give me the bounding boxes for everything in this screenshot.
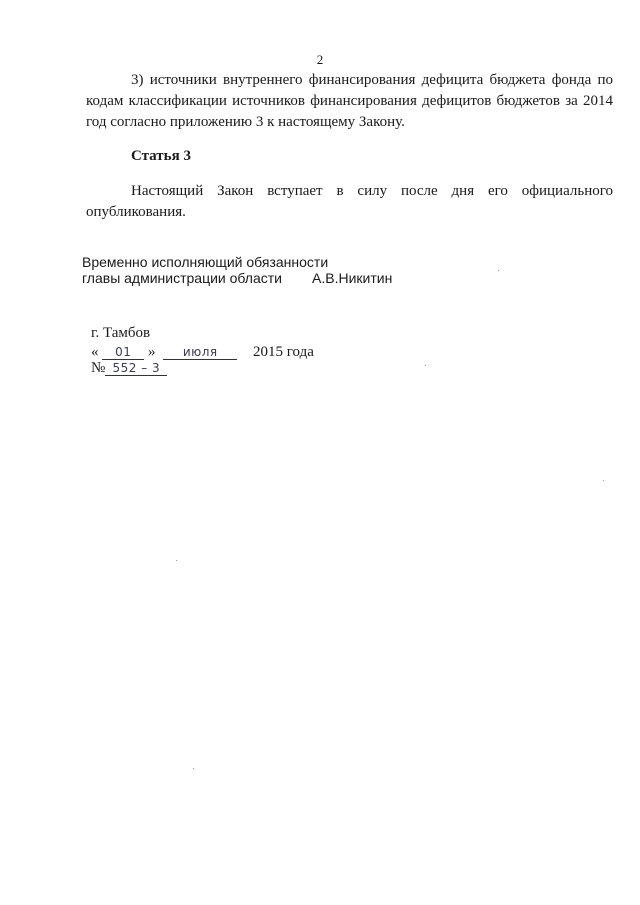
article-3-paragraph: Настоящий Закон вступает в силу после дня его официального опубликования. bbox=[86, 183, 613, 220]
date-month: июля bbox=[163, 346, 237, 360]
number-sign: № bbox=[91, 360, 106, 376]
article-heading: Статья 3 bbox=[131, 148, 191, 164]
signature-title-line-2 bbox=[82, 270, 392, 286]
number-value: 552 – 3 bbox=[105, 361, 167, 376]
date-year: 2015 года bbox=[253, 344, 314, 360]
place-of-signing: г. Тамбов bbox=[91, 325, 151, 341]
signatory-name: А.В.Никитин bbox=[312, 270, 393, 286]
scan-speck bbox=[603, 480, 604, 481]
signature-position: главы администрации области bbox=[82, 270, 282, 286]
law-number bbox=[91, 360, 167, 377]
scan-speck bbox=[425, 365, 426, 366]
item-3-paragraph: 3) источники внутреннего финансирования дефицита бюджета фонда по кодам классификации источников финансирования дефицитов бюджетов за 2014 год согласно приложению 3 к настоящему Закону. bbox=[86, 72, 613, 130]
scan-speck bbox=[176, 560, 177, 561]
date-close-quote: » bbox=[148, 344, 156, 360]
signing-date bbox=[91, 344, 314, 361]
signature-title-line-1: Временно исполняющий обязанности bbox=[82, 254, 329, 270]
scan-speck bbox=[498, 270, 499, 271]
scan-speck bbox=[193, 768, 194, 769]
page-number: 2 bbox=[316, 52, 324, 67]
date-open-quote: « bbox=[91, 344, 99, 360]
date-day: 01 bbox=[102, 346, 144, 360]
